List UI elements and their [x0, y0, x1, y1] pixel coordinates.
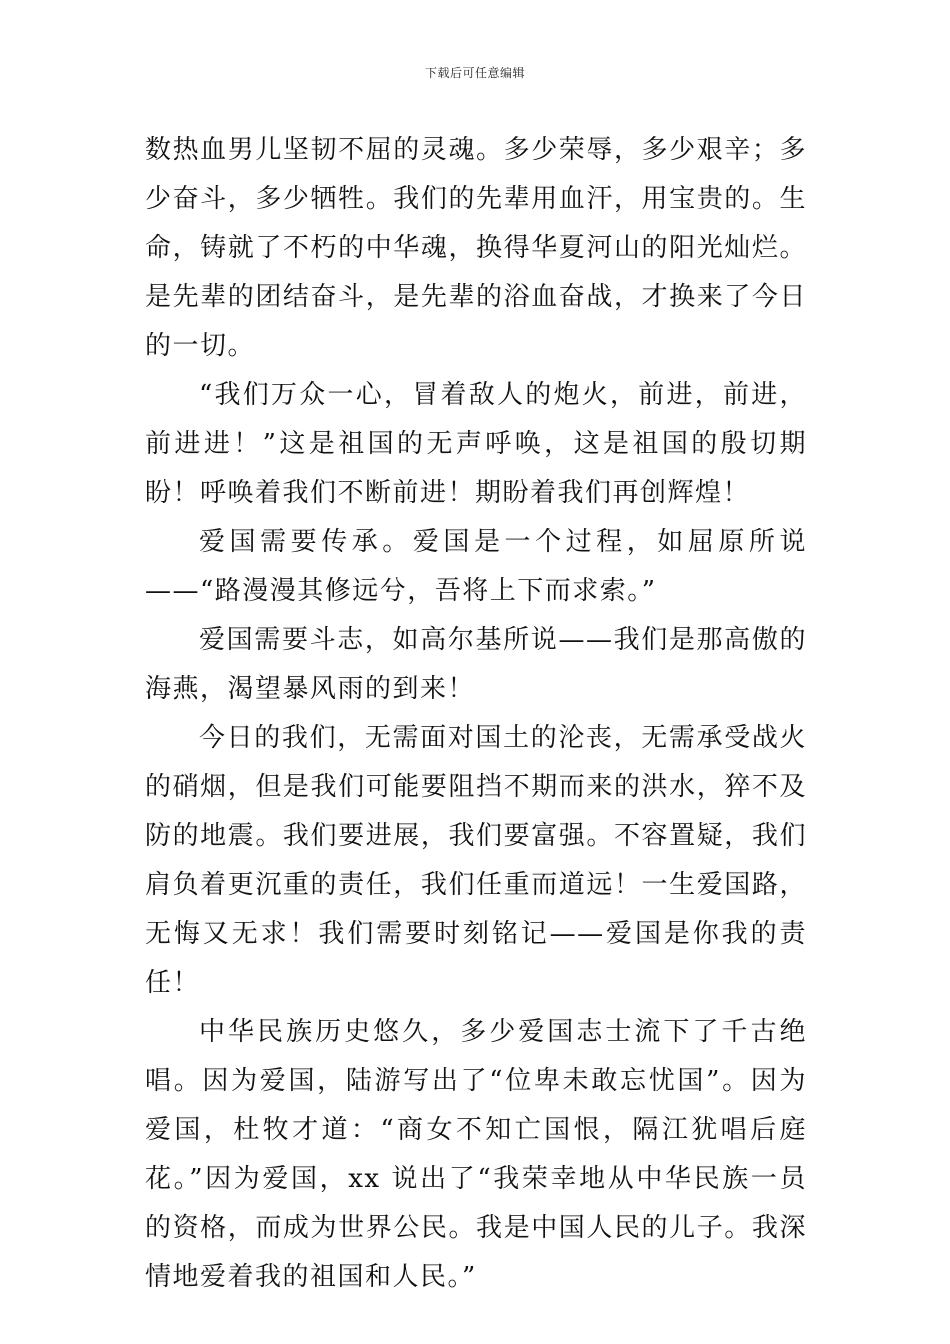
- paragraph-1: 数热血男儿坚韧不屈的灵魂。多少荣辱，多少艰辛；多少奋斗，多少牺牲。我们的先辈用血汗，用宝贵的。生命，铸就了不朽的中华魂，换得华夏河山的阳光灿烂。是先辈的团结奋斗，是先辈的浴血奋战，才换来了今日的一切。: [145, 135, 807, 361]
- paragraph-2: “我们万众一心，冒着敌人的炮火，前进，前进，前进进！”这是祖国的无声呼唤，这是祖国的殷切期盼！呼唤着我们不断前进！期盼着我们再创辉煌！: [145, 380, 807, 508]
- paragraph-4: 爱国需要斗志，如高尔基所说——我们是那高傲的海燕，渴望暴风雨的到来！: [145, 625, 807, 704]
- paragraph-3: 爱国需要传承。爱国是一个过程，如屈原所说——“路漫漫其修远兮，吾将上下而求索。”: [145, 527, 807, 606]
- document-body: [145, 126, 807, 1302]
- paragraph-6: 中华民族历史悠久，多少爱国志士流下了千古绝唱。因为爱国，陆游写出了“位卑未敢忘忧国”。因为爱国，杜牧才道：“商女不知亡国恨，隔江犹唱后庭花。”因为爱国，xx 说出了“我荣幸地从中华民族一员的资格，而成为世界公民。我是中国人民的儿子。我深情地爱着我的祖国和人民。”: [145, 1017, 807, 1292]
- page-header: 下载后可任意编辑: [424, 66, 525, 80]
- paragraph-5: 今日的我们，无需面对国土的沦丧，无需承受战火的硝烟，但是我们可能要阻挡不期而来的洪水，猝不及防的地震。我们要进展，我们要富强。不容置疑，我们肩负着更沉重的责任，我们任重而道远！一生爱国路，无悔又无求！我们需要时刻铭记——爱国是你我的责任！: [145, 723, 807, 998]
